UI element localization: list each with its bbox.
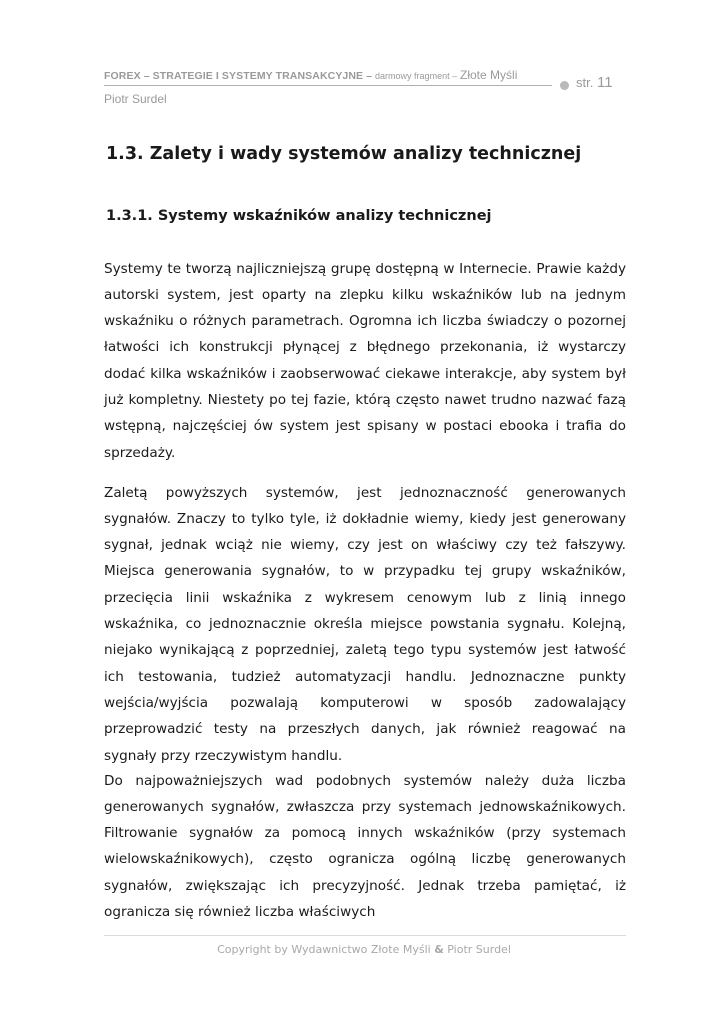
paragraph-2: Zaletą powyższych systemów, jest jednoznaczność generowanych sygnałów. Znaczy to tylko tyle, iż dokładnie wiemy, kiedy jest generowany sygnał, jednak wciąż nie wiemy, czy jest on właściwy czy też fałszywy. Miejsca generowania sygnałów, to w przypadku tej grupy wskaźników, przecięcia linii wskaźnika z wykresem cenowym lub z linią innego wskaźnika, co jednoznacznie określa miejsce powstania sygnału. Kolejną, niejako wynikającą z poprzedniej, zaletą tego typu systemów jest łatwość ich testowania, tudzież automatyzacji handlu. Jednoznaczne punkty wejścia/wyjścia pozwalają komputerowi w sposób zadowalający przeprowadzić testy na przeszłych danych, jak również reagować na sygnały przy rzeczywistym handlu. <box>104 484 626 764</box>
page-footer <box>0 943 728 956</box>
paragraph-1: Systemy te tworzą najliczniejszą grupę dostępną w Internecie. Prawie każdy autorski system, jest oparty na zlepku kilku wskaźników lub na jednym wskaźniku o różnych parametrach. Ogromna ich liczba świadczy o pozornej łatwości ich konstrukcji płynącej z błędnego przekonania, iż wystarczy dodać kilka wskaźników i zaobserwować ciekawe interakcje, aby system był już kompletny. Niestety po tej fazie, którą często nawet trudno nazwać fazą wstępną, najczęściej ów system jest spisany w postaci ebooka i trafia do sprzedaży. <box>104 260 626 461</box>
footer-copyright: Copyright by Wydawnictwo Złote Myśli <box>217 943 431 956</box>
page-indicator <box>576 74 613 91</box>
header-author: Piotr Surdel <box>104 92 167 106</box>
footer-author: Piotr Surdel <box>447 943 511 956</box>
header-divider <box>104 85 552 86</box>
section-title: 1.3. Zalety i wady systemów analizy technicznej <box>106 144 582 164</box>
footer-divider <box>104 935 626 936</box>
page-prefix: str. <box>576 75 594 90</box>
paragraph-3: Do najpoważniejszych wad podobnych systemów należy duża liczba generowanych sygnałów, zwłaszcza przy systemach jednowskaźnikowych. Filtrowanie sygnałów za pomocą innych wskaźników (przy systemach wielowskaźnikowych), często ogranicza ogólną liczbę generowanych sygnałów, zwiększając ich precyzyjność. Jednak trzeba pamiętać, iż ogranicza się również liczba właściwych <box>104 772 626 921</box>
header-title-line <box>104 68 517 82</box>
fragment-note: darmowy fragment – <box>375 71 458 81</box>
header-bullet-icon <box>560 81 569 90</box>
footer-ampersand: & <box>434 943 444 956</box>
running-header <box>104 68 634 112</box>
book-series-title: FOREX – STRATEGIE I SYSTEMY TRANSAKCYJNE – <box>104 70 373 82</box>
publisher-brand: Złote Myśli <box>460 68 518 82</box>
subsection-title: 1.3.1. Systemy wskaźników analizy technicznej <box>106 208 492 224</box>
page-number: 11 <box>596 74 613 91</box>
